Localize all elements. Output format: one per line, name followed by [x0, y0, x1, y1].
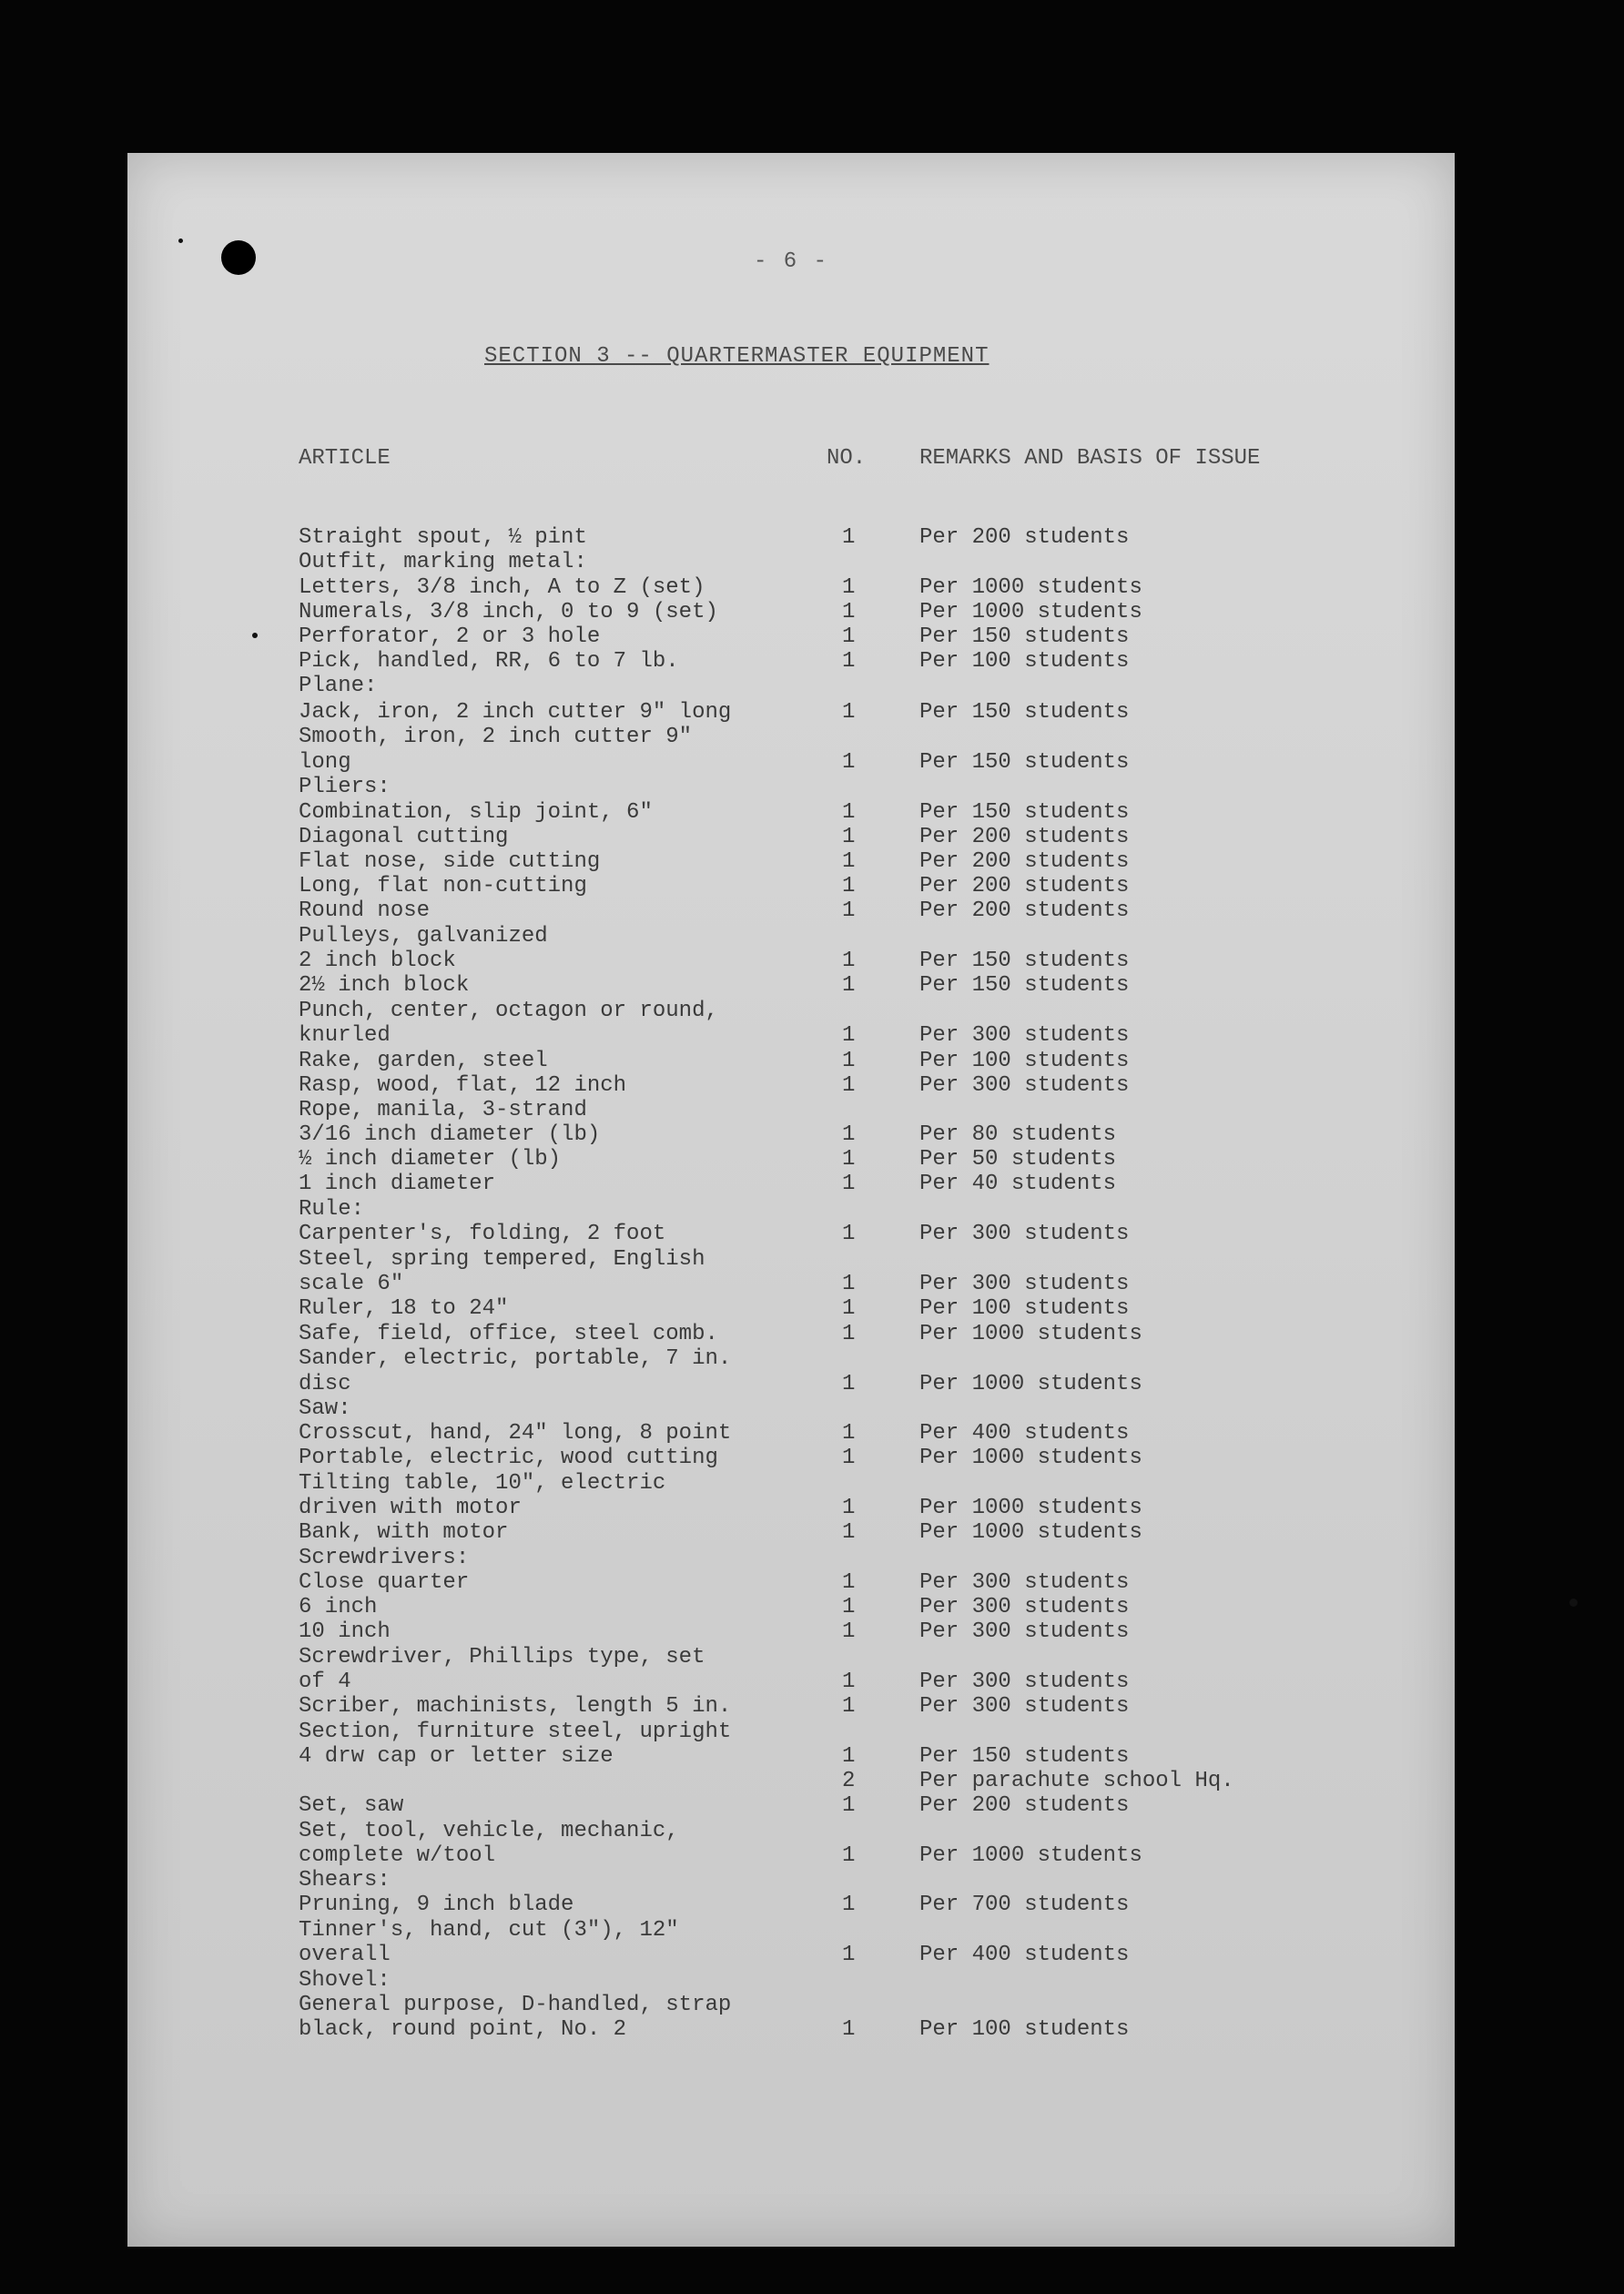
- table-row: [127, 1197, 1455, 1223]
- quantity-cell: 1: [842, 949, 856, 973]
- table-row: [127, 1496, 1455, 1521]
- table-row: [127, 1073, 1455, 1099]
- article-cell: Perforator, 2 or 3 hole: [299, 624, 601, 649]
- table-row: [127, 949, 1455, 974]
- quantity-cell: 1: [842, 825, 856, 849]
- article-cell: Crosscut, hand, 24" long, 8 point: [299, 1421, 732, 1446]
- quantity-cell: 1: [842, 649, 856, 674]
- remarks-cell: Per 200 students: [919, 898, 1130, 923]
- article-cell: Pruning, 9 inch blade: [299, 1893, 574, 1917]
- table-row: [127, 2017, 1455, 2043]
- article-cell: Rule:: [299, 1197, 365, 1222]
- remarks-cell: Per 150 students: [919, 800, 1130, 825]
- quantity-cell: 1: [842, 1943, 856, 1967]
- table-row: [127, 1222, 1455, 1247]
- table-row: [127, 1993, 1455, 2018]
- remarks-cell: Per 200 students: [919, 1793, 1130, 1818]
- remarks-cell: Per 50 students: [919, 1147, 1117, 1172]
- table-row: [127, 1769, 1455, 1794]
- remarks-cell: Per 100 students: [919, 2017, 1130, 2042]
- remarks-cell: Per 200 students: [919, 849, 1130, 874]
- article-cell: driven with motor: [299, 1496, 522, 1520]
- quantity-cell: 1: [842, 1694, 856, 1719]
- page-number: - 6 -: [753, 249, 828, 274]
- quantity-cell: 1: [842, 1122, 856, 1147]
- remarks-cell: Per 400 students: [919, 1943, 1130, 1967]
- article-cell: scale 6": [299, 1272, 404, 1296]
- table-row: [127, 1172, 1455, 1197]
- table-row: [127, 973, 1455, 999]
- quantity-cell: 1: [842, 1843, 856, 1868]
- section-title: SECTION 3 -- QUARTERMASTER EQUIPMENT: [484, 344, 990, 369]
- remarks-cell: Per 300 students: [919, 1023, 1130, 1048]
- remarks-cell: Per 150 students: [919, 973, 1130, 998]
- article-cell: Section, furniture steel, upright: [299, 1720, 732, 1744]
- article-cell: complete w/tool: [299, 1843, 496, 1868]
- quantity-cell: 1: [842, 1172, 856, 1196]
- article-cell: Shears:: [299, 1868, 391, 1893]
- article-cell: Saw:: [299, 1396, 351, 1421]
- article-cell: 1 inch diameter: [299, 1172, 496, 1196]
- article-cell: Safe, field, office, steel comb.: [299, 1322, 718, 1346]
- table-row: [127, 1446, 1455, 1471]
- quantity-cell: 1: [842, 1570, 856, 1595]
- quantity-cell: 1: [842, 1023, 856, 1048]
- article-cell: 4 drw cap or letter size: [299, 1744, 614, 1769]
- table-row: [127, 550, 1455, 575]
- remarks-cell: Per 150 students: [919, 624, 1130, 649]
- article-cell: Rope, manila, 3-strand: [299, 1098, 587, 1122]
- article-cell: Rake, garden, steel: [299, 1049, 548, 1073]
- article-cell: 3/16 inch diameter (lb): [299, 1122, 601, 1147]
- quantity-cell: 1: [842, 1446, 856, 1470]
- remarks-cell: Per 80 students: [919, 1122, 1117, 1147]
- quantity-cell: 1: [842, 2017, 856, 2042]
- article-cell: Jack, iron, 2 inch cutter 9" long: [299, 700, 732, 725]
- quantity-cell: 1: [842, 600, 856, 624]
- column-header-remarks: REMARKS AND BASIS OF ISSUE: [919, 446, 1261, 471]
- table-row: [127, 1272, 1455, 1297]
- quantity-cell: 1: [842, 1322, 856, 1346]
- article-cell: Set, tool, vehicle, mechanic,: [299, 1819, 679, 1843]
- table-row: [127, 649, 1455, 675]
- remarks-cell: Per 40 students: [919, 1172, 1117, 1196]
- quantity-cell: 1: [842, 1222, 856, 1246]
- quantity-cell: 1: [842, 624, 856, 649]
- table-row: [127, 1520, 1455, 1546]
- remarks-cell: Per 300 students: [919, 1694, 1130, 1719]
- quantity-cell: 1: [842, 1372, 856, 1396]
- table-row: [127, 1023, 1455, 1049]
- article-cell: General purpose, D-handled, strap: [299, 1993, 732, 2017]
- article-cell: Smooth, iron, 2 inch cutter 9": [299, 725, 693, 749]
- table-row: [127, 600, 1455, 625]
- table-row: [127, 898, 1455, 924]
- quantity-cell: 2: [842, 1769, 856, 1793]
- remarks-cell: Per 300 students: [919, 1073, 1130, 1098]
- article-cell: 10 inch: [299, 1619, 391, 1644]
- table-row: [127, 1694, 1455, 1720]
- table-row: [127, 624, 1455, 650]
- remarks-cell: Per 300 students: [919, 1272, 1130, 1296]
- quantity-cell: 1: [842, 1147, 856, 1172]
- table-row: [127, 800, 1455, 826]
- article-cell: Bank, with motor: [299, 1520, 509, 1545]
- table-row: [127, 750, 1455, 776]
- article-cell: black, round point, No. 2: [299, 2017, 627, 2042]
- table-row: [127, 674, 1455, 699]
- remarks-cell: Per 1000 students: [919, 1520, 1142, 1545]
- table-row: [127, 1819, 1455, 1844]
- article-cell: Portable, electric, wood cutting: [299, 1446, 718, 1470]
- remarks-cell: Per 300 students: [919, 1619, 1130, 1644]
- article-cell: Carpenter's, folding, 2 foot: [299, 1222, 666, 1246]
- table-row: [127, 1546, 1455, 1571]
- table-row: [127, 1049, 1455, 1074]
- table-row: [127, 1471, 1455, 1497]
- article-cell: Close quarter: [299, 1570, 470, 1595]
- article-cell: Straight spout, ½ pint: [299, 525, 587, 550]
- table-row: [127, 525, 1455, 551]
- article-cell: 6 inch: [299, 1595, 378, 1619]
- table-row: [127, 1098, 1455, 1123]
- article-cell: Letters, 3/8 inch, A to Z (set): [299, 575, 705, 600]
- remarks-cell: Per 700 students: [919, 1893, 1130, 1917]
- article-cell: long: [299, 750, 351, 775]
- table-row: [127, 1296, 1455, 1322]
- quantity-cell: 1: [842, 973, 856, 998]
- table-row: [127, 1619, 1455, 1645]
- quantity-cell: 1: [842, 750, 856, 775]
- column-header-no: NO.: [827, 446, 867, 471]
- article-cell: Set, saw: [299, 1793, 404, 1818]
- quantity-cell: 1: [842, 849, 856, 874]
- remarks-cell: Per 300 students: [919, 1595, 1130, 1619]
- table-row: [127, 1943, 1455, 1968]
- table-row: [127, 775, 1455, 800]
- column-header-article: ARTICLE: [299, 446, 391, 471]
- quantity-cell: 1: [842, 575, 856, 600]
- article-cell: 2 inch block: [299, 949, 456, 973]
- article-cell: Outfit, marking metal:: [299, 550, 587, 574]
- article-cell: Flat nose, side cutting: [299, 849, 601, 874]
- table-row: [127, 725, 1455, 750]
- table-row: [127, 1322, 1455, 1347]
- film-speck: [178, 239, 183, 243]
- quantity-cell: 1: [842, 1049, 856, 1073]
- remarks-cell: Per 150 students: [919, 750, 1130, 775]
- quantity-cell: 1: [842, 1421, 856, 1446]
- remarks-cell: Per 400 students: [919, 1421, 1130, 1446]
- quantity-cell: 1: [842, 898, 856, 923]
- remarks-cell: Per 1000 students: [919, 1372, 1142, 1396]
- table-row: [127, 874, 1455, 899]
- remarks-cell: Per 150 students: [919, 949, 1130, 973]
- table-row: [127, 700, 1455, 726]
- quantity-cell: 1: [842, 1520, 856, 1545]
- article-cell: 2½ inch block: [299, 973, 470, 998]
- article-cell: Numerals, 3/8 inch, 0 to 9 (set): [299, 600, 718, 624]
- article-cell: Combination, slip joint, 6": [299, 800, 653, 825]
- quantity-cell: 1: [842, 1744, 856, 1769]
- article-cell: Plane:: [299, 674, 378, 698]
- table-row: [127, 1868, 1455, 1893]
- remarks-cell: Per 1000 students: [919, 1446, 1142, 1470]
- quantity-cell: 1: [842, 1296, 856, 1321]
- quantity-cell: 1: [842, 1619, 856, 1644]
- table-row: [127, 1645, 1455, 1670]
- article-cell: disc: [299, 1372, 351, 1396]
- article-cell: Tinner's, hand, cut (3"), 12": [299, 1918, 679, 1943]
- quantity-cell: 1: [842, 1272, 856, 1296]
- table-row: [127, 1720, 1455, 1745]
- table-row: [127, 1570, 1455, 1596]
- table-row: [127, 849, 1455, 875]
- article-cell: Screwdriver, Phillips type, set: [299, 1645, 705, 1670]
- article-cell: of 4: [299, 1670, 351, 1694]
- article-cell: Round nose: [299, 898, 431, 923]
- table-row: [127, 1396, 1455, 1422]
- remarks-cell: Per 1000 students: [919, 575, 1142, 600]
- remarks-cell: Per 1000 students: [919, 1843, 1142, 1868]
- article-cell: Scriber, machinists, length 5 in.: [299, 1694, 732, 1719]
- table-row: [127, 1918, 1455, 1944]
- article-cell: Pliers:: [299, 775, 391, 799]
- remarks-cell: Per 100 students: [919, 1296, 1130, 1321]
- article-cell: overall: [299, 1943, 391, 1967]
- quantity-cell: 1: [842, 1496, 856, 1520]
- remarks-cell: Per 150 students: [919, 700, 1130, 725]
- remarks-cell: Per 300 students: [919, 1670, 1130, 1694]
- remarks-cell: Per parachute school Hq.: [919, 1769, 1234, 1793]
- remarks-cell: Per 1000 students: [919, 1322, 1142, 1346]
- table-row: [127, 1372, 1455, 1397]
- quantity-cell: 1: [842, 800, 856, 825]
- remarks-cell: Per 300 students: [919, 1222, 1130, 1246]
- table-row: [127, 1893, 1455, 1918]
- quantity-cell: 1: [842, 1793, 856, 1818]
- table-row: [127, 1793, 1455, 1819]
- article-cell: Punch, center, octagon or round,: [299, 999, 718, 1023]
- table-row: [127, 1595, 1455, 1620]
- article-cell: Pulleys, galvanized: [299, 924, 548, 949]
- remarks-cell: Per 200 students: [919, 525, 1130, 550]
- table-row: [127, 1843, 1455, 1869]
- remarks-cell: Per 150 students: [919, 1744, 1130, 1769]
- quantity-cell: 1: [842, 874, 856, 898]
- table-row: [127, 999, 1455, 1024]
- remarks-cell: Per 100 students: [919, 1049, 1130, 1073]
- table-row: [127, 1247, 1455, 1273]
- quantity-cell: 1: [842, 1670, 856, 1694]
- article-cell: Ruler, 18 to 24": [299, 1296, 509, 1321]
- article-cell: Rasp, wood, flat, 12 inch: [299, 1073, 627, 1098]
- quantity-cell: 1: [842, 1073, 856, 1098]
- quantity-cell: 1: [842, 1595, 856, 1619]
- quantity-cell: 1: [842, 700, 856, 725]
- film-speck: [1569, 1599, 1578, 1607]
- table-row: [127, 825, 1455, 850]
- table-row: [127, 1744, 1455, 1770]
- article-cell: Screwdrivers:: [299, 1546, 470, 1570]
- table-row: [127, 1147, 1455, 1172]
- article-cell: Pick, handled, RR, 6 to 7 lb.: [299, 649, 679, 674]
- table-row: [127, 575, 1455, 601]
- table-row: [127, 924, 1455, 949]
- remarks-cell: Per 200 students: [919, 874, 1130, 898]
- quantity-cell: 1: [842, 1893, 856, 1917]
- article-cell: Shovel:: [299, 1968, 391, 1993]
- article-cell: Diagonal cutting: [299, 825, 509, 849]
- table-row: [127, 1421, 1455, 1446]
- article-cell: Long, flat non-cutting: [299, 874, 587, 898]
- article-cell: Sander, electric, portable, 7 in.: [299, 1346, 732, 1371]
- article-cell: Tilting table, 10", electric: [299, 1471, 666, 1496]
- remarks-cell: Per 300 students: [919, 1570, 1130, 1595]
- remarks-cell: Per 100 students: [919, 649, 1130, 674]
- quantity-cell: 1: [842, 525, 856, 550]
- table-row: [127, 1346, 1455, 1372]
- article-cell: ½ inch diameter (lb): [299, 1147, 562, 1172]
- remarks-cell: Per 200 students: [919, 825, 1130, 849]
- table-row: [127, 1670, 1455, 1695]
- article-cell: Steel, spring tempered, English: [299, 1247, 705, 1272]
- remarks-cell: Per 1000 students: [919, 1496, 1142, 1520]
- table-row: [127, 1968, 1455, 1994]
- table-row: [127, 1122, 1455, 1148]
- remarks-cell: Per 1000 students: [919, 600, 1142, 624]
- article-cell: knurled: [299, 1023, 391, 1048]
